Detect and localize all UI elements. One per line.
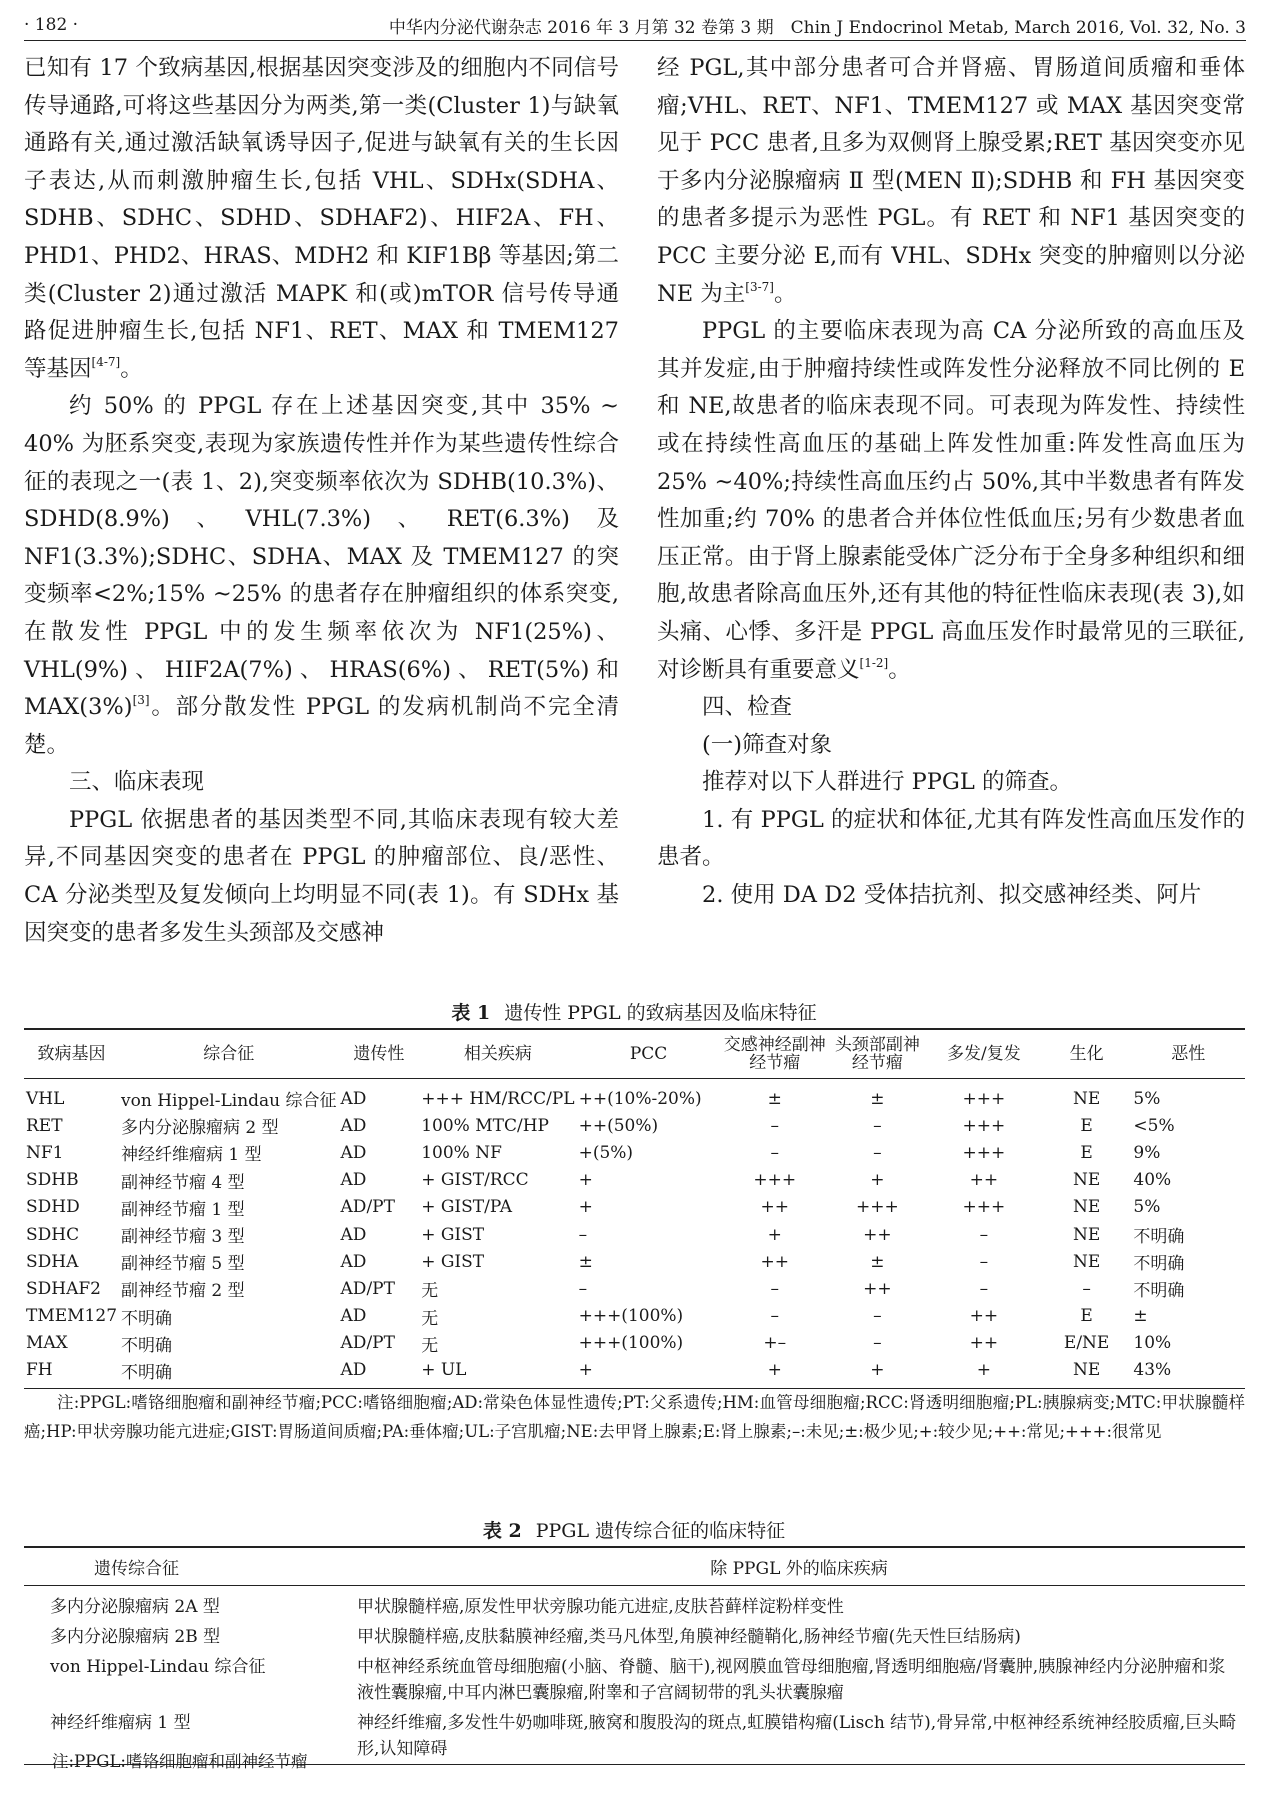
- header-rule: [24, 40, 1246, 41]
- table-header-cell: 恶性: [1171, 1044, 1206, 1064]
- table-row: [24, 1357, 1245, 1389]
- table-cell: 副神经节瘤 4 型: [121, 1172, 245, 1193]
- paragraph: PPGL 依据患者的基因类型不同,其临床表现有较大差异,不同基因突变的患者在 PPGL 的肿瘤部位、良/恶性、CA 分泌类型及复发倾向上均明显不同(表 1)。有 SDHx 基因突变的患者多发生头颈部及交感神: [24, 806, 619, 946]
- table-cell: +: [870, 1360, 885, 1381]
- table-row: [24, 1167, 1245, 1194]
- table-cell: AD: [340, 1170, 367, 1191]
- table-cell: 神经纤维瘤病 1 型: [50, 1713, 191, 1733]
- table-cell: NE: [1072, 1197, 1101, 1218]
- paragraph: 约 50% 的 PPGL 存在上述基因突变,其中 35% ~ 40% 为胚系突变,表现为家族遗传性并作为某些遗传性综合征的表现之一(表 1、2),突变频率依次为 SDHB(10.3%)、SDHD(8.9%)、VHL(7.3%)、RET(6.3%)及 NF1(3.3%);SDHC、SDHA、MAX 及 TMEM127 的突变频率<2%;15% ~25% 的患者存在肿瘤组织的体系突变,在散发性 PPGL 中的发生频率依次为 NF1(25%)、VHL(9%)、HIF2A(7%)、HRAS(6%)、RET(5%)和 MAX(3%)[3]。部分散发性 PPGL 的发病机制尚不完全清楚。: [24, 393, 619, 758]
- table-row: [24, 1275, 1245, 1302]
- table-cell: ++: [863, 1224, 892, 1245]
- table-cell: AD: [340, 1360, 367, 1381]
- subsection-heading: (一)筛查对象: [702, 731, 833, 758]
- table-cell: <5%: [1133, 1115, 1175, 1136]
- table-cell: ++: [969, 1170, 999, 1191]
- table-cell: 甲状腺髓样癌,原发性甲状旁腺功能亢进症,皮肤苔藓样淀粉样变性: [357, 1597, 844, 1617]
- table1-header-row: [24, 1029, 1245, 1079]
- table-cell: 副神经节瘤 1 型: [121, 1199, 245, 1220]
- table-cell: +++(100%): [578, 1306, 684, 1327]
- table-cell: +: [767, 1224, 782, 1245]
- table-cell: + GIST/RCC: [421, 1170, 529, 1191]
- table2-caption: [0, 1516, 1268, 1543]
- table-cell: +: [976, 1360, 991, 1381]
- table-cell: –: [979, 1251, 989, 1272]
- table-header-cell: 相关疾病: [463, 1044, 532, 1064]
- table-header-cell: 遗传综合征: [94, 1559, 179, 1579]
- table-cell: 副神经节瘤 5 型: [121, 1254, 245, 1275]
- table-cell: + GIST/PA: [421, 1197, 513, 1218]
- table2-label: 表 2: [482, 1520, 522, 1542]
- table-cell: + GIST: [421, 1251, 485, 1272]
- table-cell: 40%: [1133, 1170, 1172, 1191]
- table-cell: AD: [340, 1088, 367, 1109]
- table-cell: +–: [763, 1333, 787, 1354]
- table-header-cell: 除 PPGL 外的临床疾病: [710, 1559, 888, 1579]
- table-cell: von Hippel-Lindau 综合征: [50, 1657, 266, 1677]
- table-cell: 不明确: [1133, 1254, 1185, 1275]
- table-cell: SDHB: [26, 1170, 79, 1191]
- table-cell: 无: [421, 1308, 439, 1329]
- table-cell: 多内分泌腺瘤病 2B 型: [50, 1627, 221, 1647]
- table-cell: –: [873, 1115, 882, 1136]
- table1-body: [24, 1079, 1245, 1389]
- table-cell: –: [873, 1306, 882, 1327]
- table-cell: +++: [962, 1088, 1006, 1109]
- table-cell: 多内分泌腺瘤病 2 型: [121, 1118, 279, 1139]
- table-cell: von Hippel-Lindau 综合征: [121, 1091, 337, 1112]
- table1-note: 注:PPGL:嗜铬细胞瘤和副神经节瘤;PCC:嗜铬细胞瘤;AD:常染色体显性遗传;PT:父系遗传;HM:血管母细胞瘤;RCC:肾透明细胞瘤;PL:胰腺病变;MTC:甲状腺髓样癌;HP:甲状旁腺功能亢进症;GIST:胃肠道间质瘤;PA:垂体瘤;UL:子宫肌瘤;NE:去甲肾上腺素;E:肾上腺素;–:未见;±:极少见;+:较少见;++:常见;+++:很常见: [24, 1393, 1245, 1441]
- table2-note: 注:PPGL:嗜铬细胞瘤和副神经节瘤: [52, 1752, 308, 1771]
- table-cell: +: [767, 1360, 782, 1381]
- table-cell: AD: [340, 1142, 367, 1163]
- table-row: [24, 1330, 1245, 1357]
- table-cell: FH: [26, 1360, 53, 1381]
- table-cell: +++(100%): [578, 1333, 684, 1354]
- table-cell: NE: [1072, 1088, 1101, 1109]
- table-cell: +++: [962, 1142, 1006, 1163]
- table-cell: AD: [340, 1251, 367, 1272]
- paragraph: PPGL 的主要临床表现为高 CA 分泌所致的高血压及其并发症,由于肿瘤持续性或阵发性分泌释放不同比例的 E 和 NE,故患者的临床表现不同。可表现为阵发性、持续性或在持续性高血压的基础上阵发性加重:阵发性高血压为 25% ~40%;持续性高血压约占 50%,其中半数患者有阵发性加重;约 70% 的患者合并体位性低血压;另有少数患者血压正常。由于肾上腺素能受体广泛分布于全身多种组织和细胞,故患者除高血压外,还有其他的特征性临床表现(表 3),如头痛、心悸、多汗是 PPGL 高血压发作时最常见的三联征,对诊断具有重要意义[1-2]。: [657, 318, 1245, 683]
- citation[interactable]: [3-7]: [745, 279, 774, 294]
- table-header-cell: 头颈部副神经节瘤: [834, 1035, 920, 1073]
- paragraph: 2. 使用 DA D2 受体拮抗剂、拟交感神经类、阿片: [702, 882, 1202, 909]
- table-cell: NE: [1072, 1360, 1101, 1381]
- table-cell: TMEM127: [26, 1306, 118, 1327]
- table-cell: 不明确: [121, 1362, 173, 1383]
- table-cell: RET: [26, 1115, 63, 1136]
- table-cell: ++: [969, 1333, 999, 1354]
- table-cell: SDHD: [26, 1197, 80, 1218]
- table-row: [24, 1079, 1245, 1113]
- table-cell: ±: [870, 1088, 885, 1109]
- table1: [24, 1028, 1245, 1389]
- table-row: [24, 1586, 1245, 1623]
- table-cell: 不明确: [1133, 1281, 1185, 1302]
- table-cell: +(5%): [578, 1142, 634, 1163]
- table-cell: E/NE: [1063, 1333, 1110, 1354]
- table-cell: ±: [870, 1251, 885, 1272]
- table-cell: –: [578, 1224, 588, 1245]
- table-cell: +++: [856, 1197, 899, 1218]
- left-column: [24, 50, 619, 952]
- table-cell: SDHA: [26, 1251, 79, 1272]
- citation[interactable]: [3]: [132, 693, 150, 708]
- table-cell: –: [979, 1278, 989, 1299]
- table-cell: 多内分泌腺瘤病 2A 型: [50, 1597, 220, 1617]
- table-cell: ++: [760, 1197, 789, 1218]
- table-cell: 副神经节瘤 2 型: [121, 1281, 245, 1302]
- page-header: [24, 12, 1246, 38]
- table-cell: +++ HM/RCC/PL: [421, 1088, 575, 1109]
- table-cell: ±: [578, 1251, 593, 1272]
- table-cell: 无: [421, 1281, 439, 1302]
- table-cell: ++: [760, 1251, 789, 1272]
- citation[interactable]: [1-2]: [859, 655, 889, 670]
- table-cell: AD: [340, 1224, 367, 1245]
- table-row: [24, 1221, 1245, 1248]
- table-cell: 神经纤维瘤病 1 型: [121, 1145, 262, 1166]
- table2-header-row: [24, 1547, 1245, 1586]
- table-cell: 43%: [1133, 1360, 1172, 1381]
- table-header-cell: 综合征: [203, 1044, 255, 1064]
- table-cell: –: [873, 1333, 882, 1354]
- table-cell: +: [578, 1197, 593, 1218]
- table1-label: 表 1: [451, 1002, 491, 1024]
- table-cell: 100% MTC/HP: [421, 1115, 549, 1136]
- table-cell: –: [979, 1224, 989, 1245]
- table1-caption: [0, 998, 1268, 1025]
- paragraph: 1. 有 PPGL 的症状和体征,尤其有阵发性高血压发作的患者。: [657, 806, 1245, 871]
- table-cell: –: [578, 1278, 588, 1299]
- table-cell: +: [578, 1170, 593, 1191]
- table-cell: AD/PT: [340, 1197, 395, 1218]
- paragraph: 经 PGL,其中部分患者可合并肾癌、胃肠道间质瘤和垂体瘤;VHL、RET、NF1、TMEM127 或 MAX 基因突变常见于 PCC 患者,且多为双侧肾上腺受累;RET 基因突变亦见于多内分泌腺瘤病 Ⅱ 型(MEN Ⅱ);SDHB 和 FH 基因突变的患者多提示为恶性 PGL。有 RET 和 NF1 基因突变的 PCC 主要分泌 E,而有 VHL、SDHx 突变的肿瘤则以分泌 NE 为主[3-7]。: [657, 55, 1245, 307]
- table-cell: ±: [767, 1088, 782, 1109]
- table-cell: +++: [753, 1170, 797, 1191]
- table-row: [24, 1248, 1245, 1275]
- table-cell: 5%: [1133, 1197, 1161, 1218]
- table-header-cell: 生化: [1069, 1044, 1104, 1064]
- table-cell: 10%: [1133, 1333, 1172, 1354]
- section-heading: 三、临床表现: [69, 769, 205, 796]
- table1-title: 遗传性 PPGL 的致病基因及临床特征: [504, 1002, 817, 1024]
- table-cell: ++: [863, 1278, 892, 1299]
- table-cell: SDHAF2: [26, 1278, 101, 1299]
- table-cell: 甲状腺髓样癌,皮肤黏膜神经瘤,类马凡体型,角膜神经髓鞘化,肠神经节瘤(先天性巨结肠病): [357, 1627, 1021, 1647]
- table-cell: 神经纤维瘤,多发性牛奶咖啡斑,腋窝和腹股沟的斑点,虹膜错构瘤(Lisch 结节),骨异常,中枢神经系统神经胶质瘤,巨头畸形,认知障碍: [357, 1713, 1237, 1759]
- table-cell: –: [770, 1278, 779, 1299]
- paragraph: 已知有 17 个致病基因,根据基因突变涉及的细胞内不同信号传导通路,可将这些基因分为两类,第一类(Cluster 1)与缺氧通路有关,通过激活缺氧诱导因子,促进与缺氧有关的生长因子表达,从而刺激肿瘤生长,包括 VHL、SDHx(SDHA、SDHB、SDHC、SDHD、SDHAF2)、HIF2A、FH、PHD1、PHD2、HRAS、MDH2 和 KIF1Bβ 等基因;第二类(Cluster 2)通过激活 MAPK 和(或)mTOR 信号传导通路促进肿瘤生长,包括 NF1、RET、MAX 和 TMEM127 等基因[4-7]。: [24, 55, 619, 382]
- section-heading: 四、检查: [702, 694, 793, 721]
- table-cell: –: [770, 1115, 779, 1136]
- table-cell: +: [870, 1170, 885, 1191]
- table-cell: NF1: [26, 1142, 64, 1163]
- table-cell: SDHC: [26, 1224, 80, 1245]
- table-cell: AD/PT: [340, 1333, 395, 1354]
- table-cell: 9%: [1133, 1142, 1161, 1163]
- table-row: [24, 1139, 1245, 1166]
- table-header-cell: 多发/复发: [947, 1044, 1021, 1064]
- citation[interactable]: [4-7]: [91, 354, 121, 369]
- table-cell: 副神经节瘤 3 型: [121, 1227, 245, 1248]
- table-cell: + UL: [421, 1360, 467, 1381]
- table-cell: –: [1082, 1278, 1091, 1299]
- table-cell: MAX: [26, 1333, 68, 1354]
- table-cell: ++(10%-20%): [578, 1088, 702, 1109]
- table2: [24, 1546, 1245, 1765]
- table-cell: E: [1080, 1306, 1093, 1327]
- table-header-cell: 遗传性: [353, 1044, 405, 1064]
- table-cell: AD/PT: [340, 1278, 395, 1299]
- table-header-cell: PCC: [629, 1044, 668, 1064]
- table-cell: 100% NF: [421, 1142, 502, 1163]
- table2-body: [24, 1586, 1245, 1765]
- table-cell: 无: [421, 1335, 439, 1356]
- right-column: [657, 50, 1245, 915]
- table-cell: +++: [962, 1197, 1006, 1218]
- table-cell: ±: [1133, 1306, 1148, 1327]
- table-cell: NE: [1072, 1224, 1101, 1245]
- table-header-cell: 交感神经副神经节瘤: [723, 1035, 826, 1073]
- table2-title: PPGL 遗传综合征的临床特征: [535, 1520, 786, 1542]
- table-row: [24, 1622, 1245, 1652]
- table-cell: +++: [962, 1115, 1006, 1136]
- table-cell: –: [873, 1142, 882, 1163]
- table-cell: +: [578, 1360, 593, 1381]
- table-cell: AD: [340, 1115, 367, 1136]
- table-cell: ++(50%): [578, 1115, 659, 1136]
- table-cell: ++: [969, 1306, 999, 1327]
- table-header-cell: 致病基因: [37, 1044, 106, 1064]
- table-cell: NE: [1072, 1251, 1101, 1272]
- table-cell: VHL: [26, 1088, 65, 1109]
- table-cell: 不明确: [121, 1335, 173, 1356]
- table-cell: E: [1080, 1142, 1093, 1163]
- paragraph: 推荐对以下人群进行 PPGL 的筛查。: [702, 769, 1072, 796]
- table-row: [24, 1652, 1245, 1708]
- table-cell: 5%: [1133, 1088, 1161, 1109]
- table-row: [24, 1112, 1245, 1139]
- table-cell: 不明确: [1133, 1227, 1185, 1248]
- table-cell: NE: [1072, 1170, 1101, 1191]
- table-row: [24, 1194, 1245, 1221]
- table-cell: AD: [340, 1306, 367, 1327]
- table-cell: –: [770, 1306, 779, 1327]
- page-number: · 182 ·: [24, 15, 79, 35]
- table-cell: + GIST: [421, 1224, 485, 1245]
- table-cell: –: [770, 1142, 779, 1163]
- table-row: [24, 1303, 1245, 1330]
- table-cell: 中枢神经系统血管母细胞瘤(小脑、脊髓、脑干),视网膜血管母细胞瘤,肾透明细胞癌/肾囊肿,胰腺神经内分泌肿瘤和浆液性囊腺瘤,中耳内淋巴囊腺瘤,附睾和子宫阔韧带的乳头状囊腺瘤: [357, 1657, 1226, 1703]
- journal-info: 中华内分泌代谢杂志 2016 年 3 月第 32 卷第 3 期 Chin J Endocrinol Metab, March 2016, Vol. 32, No. 3: [388, 17, 1246, 38]
- table-cell: E: [1080, 1115, 1093, 1136]
- table-cell: 不明确: [121, 1308, 173, 1329]
